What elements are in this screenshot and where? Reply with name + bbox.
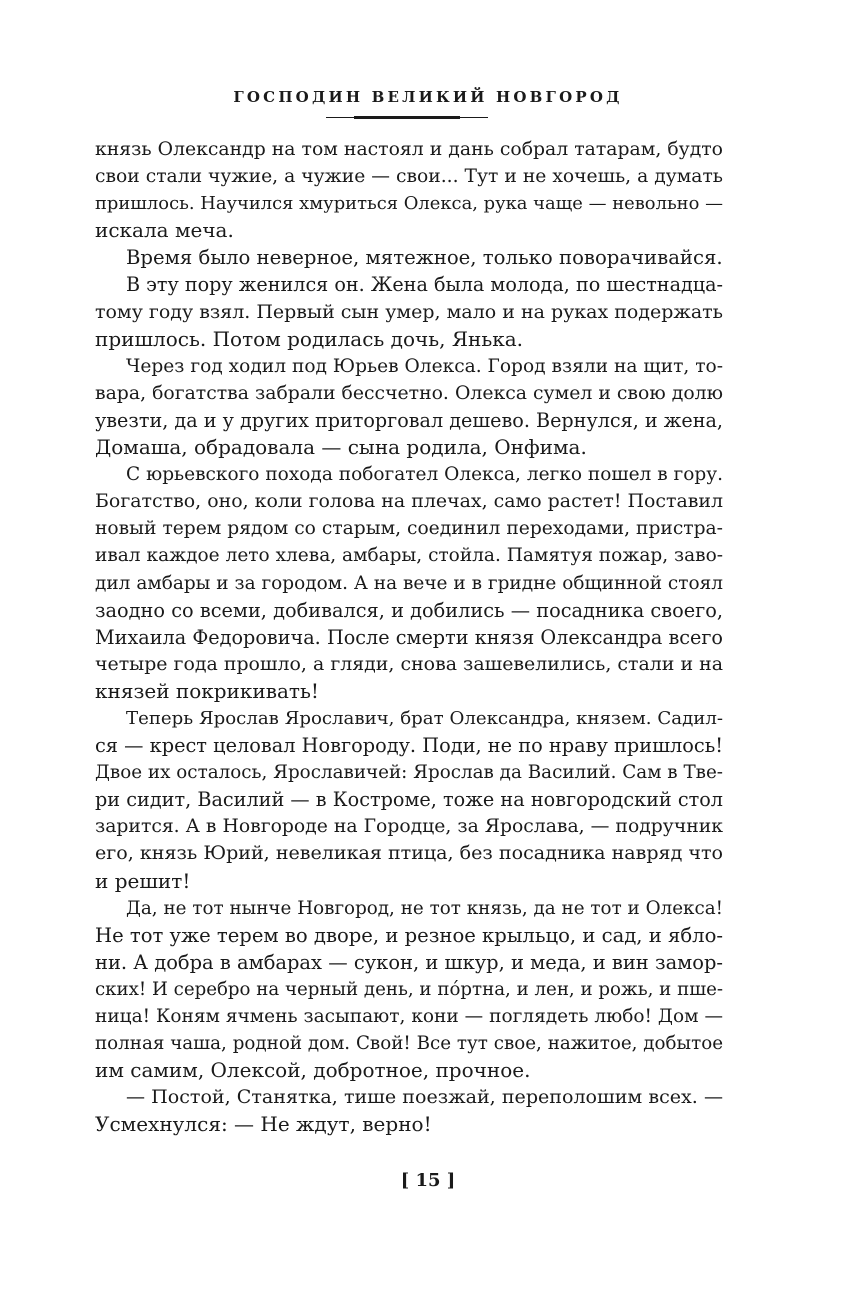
text-line: Через год ходил под Юрьев Олекса. Город взяли на щит, то- xyxy=(126,355,723,377)
text-line: искала меча. xyxy=(95,218,234,243)
text-line: и решит! xyxy=(95,868,191,893)
text-line: князей покрикивать! xyxy=(95,678,319,703)
text-line: пришлось. Потом родилась дочь, Янька. xyxy=(95,326,524,351)
text-line: вара, богатства забрали бессчетно. Олекса сумел и свою долю xyxy=(95,382,723,404)
text-line: тому году взял. Первый сын умер, мало и на руках подержать xyxy=(95,300,723,323)
text-line: новый терем рядом со старым, соединил переходами, пристра- xyxy=(95,518,723,540)
running-head: ГОСПОДИН ВЕЛИКИЙ НОВГОРОД xyxy=(233,88,623,106)
text-line: им самим, Олексой, добротное, прочное. xyxy=(95,1058,531,1083)
text-line: заодно со всеми, добивался, и добились — посадника своего, xyxy=(95,598,723,622)
text-line: Двое их осталось, Ярославичей: Ярослав да Василий. Сам в Тве- xyxy=(95,762,723,784)
text-line: Теперь Ярослав Ярославич, брат Олександра, князем. Садил- xyxy=(126,707,723,729)
text-line: Да, не тот нынче Новгород, не тот князь, да не тот и Олекса! xyxy=(126,897,723,919)
text-line: дил амбары и за городом. А на вече и в гридне общинной стоял xyxy=(95,572,723,594)
text-line: князь Олександр на том настоял и дань собрал татарам, будто xyxy=(95,139,723,160)
text-line: зарится. А в Новгороде на Городце, за Ярослава, — подручник xyxy=(95,816,723,838)
text-line: Домаша, обрадовала — сына родила, Онфима. xyxy=(95,435,587,460)
text-line: В эту пору женился он. Жена была молода, по шестнадца- xyxy=(126,273,724,297)
text-line: ница! Коням ячмень засыпают, кони — поглядеть любо! Дом — xyxy=(95,1006,723,1027)
text-line: пришлось. Научился хмуриться Олекса, рука чаще — невольно — xyxy=(95,193,723,215)
text-line: — Постой, Станятка, тише поезжай, переполошим всех. — xyxy=(126,1086,723,1109)
text-line: С юрьевского похода побогател Олекса, легко пошел в гору. xyxy=(126,464,723,486)
text-line: ских! И серебро на черный день, и пóртна, и лен, и рожь, и пше- xyxy=(95,978,723,1000)
text-line: Усмехнулся: — Не ждут, верно! xyxy=(95,1112,432,1137)
text-line: Михаила Федоровича. После смерти князя Олександра всего xyxy=(95,625,723,649)
text-line: Богатство, оно, коли голова на плечах, само растет! Поставил xyxy=(95,490,724,513)
page-number: [ 15 ] xyxy=(400,1170,456,1191)
text-line: ри сидит, Василий — в Костроме, тоже на новгородский стол xyxy=(95,788,723,812)
text-line: его, князь Юрий, невеликая птица, без посадника навряд что xyxy=(95,842,723,865)
rule-thick-line xyxy=(354,116,460,119)
text-line: четыре года прошло, а гляди, снова зашевелились, стали и на xyxy=(95,652,723,675)
text-line: увезти, да и у других приторговал дешево. Вернулся, и жена, xyxy=(95,408,723,432)
text-line: ся — крест целовал Новгороду. Поди, не по нраву пришлось! xyxy=(95,734,723,758)
text-line: полная чаша, родной дом. Свой! Все тут свое, нажитое, добытое xyxy=(95,1033,723,1055)
text-line: ивал каждое лето хлева, амбары, стойла. Памятуя пожар, заво- xyxy=(95,545,723,567)
text-line: ни. А добра в амбарах — сукон, и шкур, и меда, и вин замор- xyxy=(95,950,723,974)
body-text xyxy=(95,136,723,1138)
text-line: Время было неверное, мятежное, только поворачивайся. xyxy=(126,246,723,270)
text-line: Не тот уже терем во дворе, и резное крыльцо, и сад, и ябло- xyxy=(95,923,723,947)
text-line: свои стали чужие, а чужие — свои... Тут и не хочешь, а думать xyxy=(95,166,723,188)
